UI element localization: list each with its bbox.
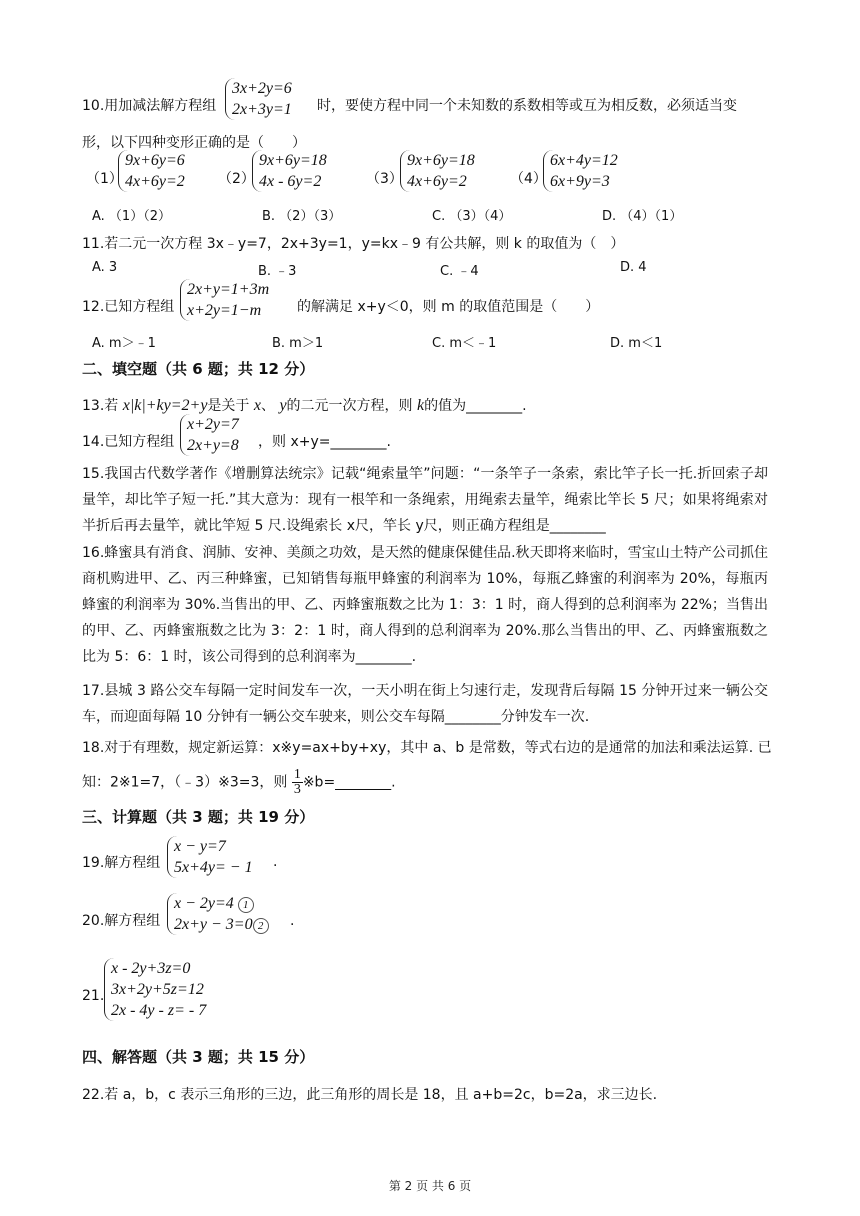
q10-num: 10. [82, 98, 105, 114]
equation: 2x - 4y - z= - 7 [111, 1002, 207, 1019]
q15-text: 15.我国古代数学著作《增删算法统宗》记载“绳索量竿”问题：“一条竿子一条索，索比竿子长一托.折回索子却量竿，却比竿子短一托.”其大意为：现有一根竿和一条绳索，用绳索去量竿，绳索比竿长 5 尺；如果将绳索对半折后再去量竿，就比竿短 5 尺.设绳索长 x尺，竿长 y尺，则正确方程组是________ [82, 466, 768, 534]
q13-expr: x|k|+ky=2+y [122, 397, 208, 414]
equation: 9x+6y=6 [125, 152, 185, 169]
q21-text-a: 21. [82, 988, 105, 1004]
q21-system [104, 958, 206, 1021]
q13-text-d: 的二元一次方程，则 [286, 398, 413, 414]
equation-row [174, 893, 269, 914]
q13-var-y: y [279, 397, 287, 414]
equation: 6x+9y=3 [550, 173, 610, 190]
q10-variant-system [252, 150, 327, 192]
q10-variant-system [118, 150, 185, 192]
page-footer: 第 2 页 共 6 页 [388, 1179, 472, 1193]
q12-option-c: C. m＜﹣1 [432, 336, 497, 351]
q10-variant-label: （4） [510, 171, 547, 187]
q18-text-a: 18.对于有理数，规定新运算：x※y=ax+by+xy，其中 a、b 是常数，等式右边的是通常的加法和乘法运算. 已 [82, 740, 772, 756]
q18-frac-num: 1 [293, 767, 301, 782]
equation: 2x+y − 3=0 [174, 916, 253, 933]
equation: 9x+6y=18 [407, 152, 475, 169]
q10-option-b: B. （2）（3） [262, 209, 342, 224]
q13-text-c: 、 [260, 398, 275, 414]
q13-text-a: 13.若 [82, 398, 119, 414]
equation: 2x+y=8 [187, 437, 239, 454]
q18-text-b: 知：2※1=7，（﹣3）※3=3，则 [82, 774, 288, 791]
q18-fraction [292, 768, 303, 797]
circled-number-2: 2 [253, 918, 269, 934]
equation: 2x+3y=1 [232, 101, 292, 118]
equation: 6x+4y=12 [550, 152, 618, 169]
section-calc-title: 三、计算题（共 3 题；共 19 分） [82, 808, 315, 826]
q10-variant-label: （1） [86, 171, 123, 187]
q11-text: 11.若二元一次方程 3x﹣y=7，2x+3y=1，y=kx﹣9 有公共解，则 k 的取值为（ ） [82, 236, 625, 252]
q12-option-b: B. m＞1 [272, 336, 324, 351]
q20-system [167, 893, 269, 935]
q10-system [225, 78, 292, 120]
q11-option-b: B. ﹣3 [258, 264, 297, 279]
equation: 4x - 6y=2 [259, 173, 322, 190]
q18-line-b [82, 768, 396, 797]
equation: 9x+6y=18 [259, 152, 327, 169]
q20-text-b: . [290, 913, 295, 929]
q12-text-b: 的解满足 x+y＜0，则 m 的取值范围是（ ） [297, 299, 600, 315]
q14-system [180, 414, 239, 456]
q18-frac-den: 3 [293, 782, 301, 797]
q10-variant-system [400, 150, 475, 192]
q10-option-a: A. （1）（2） [92, 209, 171, 224]
q10-lead: 用加减法解方程组 [104, 98, 217, 114]
q14-text-b: ，则 x+y=________. [258, 434, 391, 450]
equation: x+2y=1−m [187, 302, 262, 319]
q22-text: 22.若 a，b，c 表示三角形的三边，此三角形的周长是 18，且 a+b=2c，b=2a，求三边长. [82, 1087, 658, 1103]
section-answer-title: 四、解答题（共 3 题；共 15 分） [82, 1048, 315, 1066]
q19-text-b: . [273, 854, 278, 870]
q19-system [167, 836, 253, 878]
equation: 3x+2y+5z=12 [111, 981, 204, 998]
q10-variant-system [543, 150, 618, 192]
q18-text-c: ※b=________. [302, 774, 396, 791]
q19-text-a: 19.解方程组 [82, 855, 161, 871]
equation: x+2y=7 [187, 416, 239, 433]
equation: 4x+6y=2 [407, 173, 467, 190]
q11-option-d: D. 4 [620, 260, 647, 275]
q13-var-k: k [417, 397, 425, 414]
q10-variant-label: （3） [366, 171, 403, 187]
equation: x − 2y=4 [174, 895, 234, 912]
equation: 3x+2y=6 [232, 80, 292, 97]
equation: 2x+y=1+3m [187, 281, 270, 298]
q12-text-a: 12.已知方程组 [82, 299, 175, 315]
q13-text-b: 是关于 [207, 398, 250, 414]
q11-option-a: A. 3 [92, 260, 118, 275]
q12-option-a: A. m＞﹣1 [92, 336, 156, 351]
q11-option-c: C. ﹣4 [440, 264, 479, 279]
q10-variant-label: （2） [218, 171, 255, 187]
q10-text-b: 时，要使方程中同一个未知数的系数相等或互为相反数，必须适当变 [317, 98, 737, 114]
q10-text-a [82, 95, 216, 115]
q10-option-c: C. （3）（4） [432, 209, 512, 224]
equation-row [174, 914, 269, 935]
q17-text: 17.县城 3 路公交车每隔一定时间发车一次，一天小明在街上匀速行走，发现背后每隔 15 分钟开过来一辆公交车，而迎面每隔 10 分钟有一辆公交车驶来，则公交车每隔________分钟发车一次. [82, 683, 768, 725]
q13-line [82, 395, 527, 415]
q20-text-a: 20.解方程组 [82, 913, 161, 929]
equation: x - 2y+3z=0 [111, 960, 191, 977]
q13-text-e: 的值为________. [424, 398, 527, 414]
q16-text: 16.蜂蜜具有消食、润肺、安神、美颜之功效，是天然的健康保健佳品.秋天即将来临时，雪宝山土特产公司抓住商机购进甲、乙、丙三种蜂蜜，已知销售每瓶甲蜂蜜的利润率为 10%，每瓶乙蜂蜜的利润率为 20%，每瓶丙蜂蜜的利润率为 30%.当售出的甲、乙、丙蜂蜜瓶数之比为 1：3：1 时，商人得到的总利润率为 22%；当售出的甲、乙、丙蜂蜜瓶数之比为 3：2：1 时，商人得到的总利润率为 20%.那么当售出的甲、乙、丙蜂蜜瓶数之比为 5：6：1 时，该公司得到的总利润率为________. [82, 545, 768, 665]
circled-number-1: 1 [238, 897, 254, 913]
section-fill-in-title: 二、填空题（共 6 题；共 12 分） [82, 360, 315, 378]
q12-system [180, 279, 269, 321]
equation: x − y=7 [174, 838, 226, 855]
q10-text-c: 形，以下四种变形正确的是（ ） [82, 135, 306, 151]
q12-option-d: D. m＜1 [610, 336, 663, 351]
q14-text-a: 14.已知方程组 [82, 434, 175, 450]
equation: 4x+6y=2 [125, 173, 185, 190]
q10-option-d: D. （4）（1） [602, 209, 683, 224]
equation: 5x+4y= − 1 [174, 859, 253, 876]
q13-var-x: x [253, 397, 261, 414]
